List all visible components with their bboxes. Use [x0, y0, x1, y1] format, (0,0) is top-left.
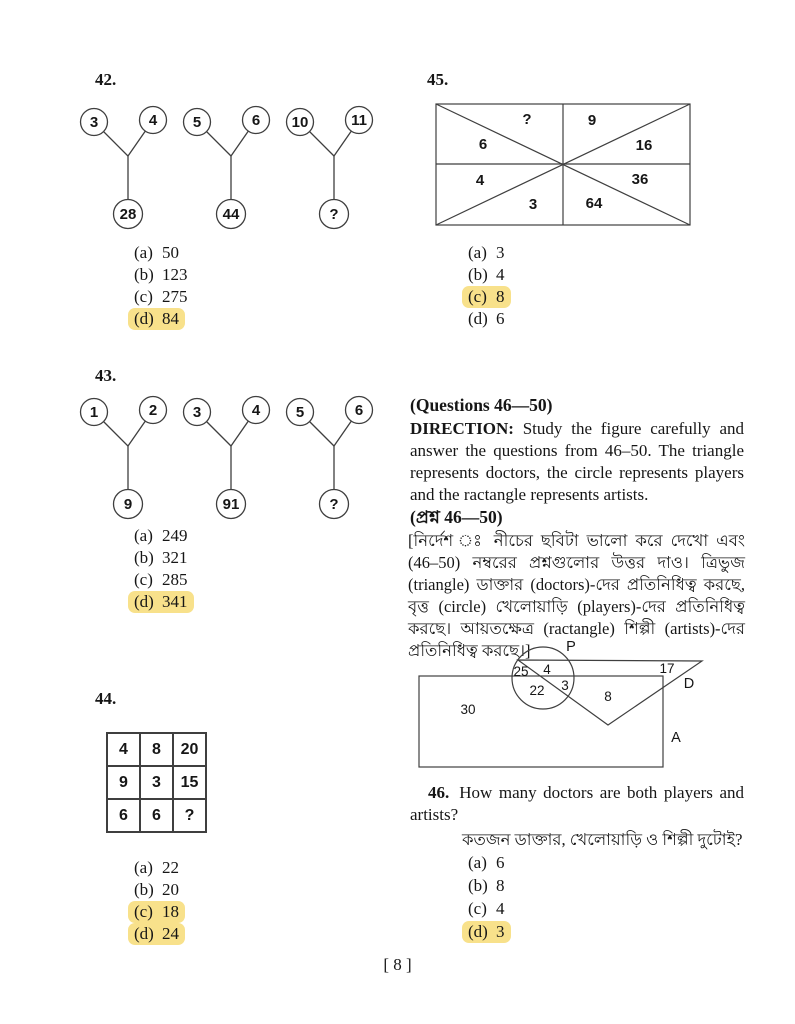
grid-cell: ?: [173, 799, 206, 832]
question-43-options: [128, 525, 194, 613]
question-42-number: 42.: [95, 70, 117, 89]
grid-cell: 3: [140, 766, 173, 799]
option-label: (d): [134, 592, 154, 611]
option-value: 341: [162, 592, 188, 611]
option-row: [462, 874, 511, 897]
option-row: [462, 920, 511, 943]
option-row: [128, 923, 185, 945]
option-label: (c): [468, 287, 487, 306]
question-43-figure: [75, 390, 380, 522]
question-43-number: 43.: [95, 366, 117, 385]
question-44-number: 44.: [95, 689, 117, 708]
node-value: 28: [119, 206, 137, 223]
option-label: (b): [468, 265, 488, 284]
cell-value: 6: [478, 136, 488, 153]
option-row: [462, 286, 511, 308]
option-label: (a): [468, 243, 487, 262]
node-value: ?: [329, 496, 339, 513]
node-value: 6: [354, 402, 364, 419]
option-value: 24: [162, 924, 179, 943]
option-row: [128, 879, 185, 901]
grid-cell: 4: [107, 733, 140, 766]
option-label: (b): [134, 548, 154, 567]
question-45-figure: [435, 103, 691, 226]
node-value: 5: [295, 404, 305, 421]
direction-text: Study the figure carefully and answer the questions from 46–50. The triangle represents doctors, the circle represents players and the ractangle represents artists.: [410, 419, 744, 504]
option-row: [128, 308, 194, 330]
option-label: (a): [134, 858, 153, 877]
node-value: ?: [329, 206, 339, 223]
node-value: 9: [123, 496, 133, 513]
question-44-grid: [106, 732, 207, 833]
option-value: 8: [496, 875, 505, 895]
option-label: (c): [134, 902, 153, 921]
option-row: [128, 242, 194, 264]
grid-cell: 8: [140, 733, 173, 766]
region-value: 3: [561, 678, 569, 693]
cell-value: ?: [522, 111, 532, 128]
option-row: [128, 264, 194, 286]
node-value: 4: [251, 402, 261, 419]
direction-paragraph-bengali: [নির্দেশ ঃ নীচের ছবিটা ভালো করে দেখো এবং (46–50) নম্বরের প্রশ্নগুলোর উত্তর দাও। ত্রিভুজ (triangle) ডাক্তার (doctors)-দের প্রতিনিধিত্ব করছে, বৃত্ত (circle) খেলোয়াড়ি (players)-দের প্রতিনিধিত্ব করছে। আয়তক্ষেত্র (ractangle) শিল্পী (artists)-দের প্রতিনিধিত্ব করছে।]: [408, 531, 745, 660]
option-value: 285: [162, 570, 188, 589]
option-value: 18: [162, 902, 179, 921]
option-label: (a): [468, 852, 487, 872]
node-value: 5: [192, 114, 202, 131]
option-row: [128, 901, 185, 923]
direction-paragraph: [410, 418, 744, 506]
option-label: (b): [134, 880, 154, 899]
option-value: 3: [496, 243, 505, 262]
triangle-label: D: [683, 676, 695, 692]
node-value: 1: [89, 404, 99, 421]
cell-value: 4: [475, 172, 485, 189]
region-value: 30: [460, 702, 476, 717]
option-label: (a): [134, 526, 153, 545]
node-value: 10: [291, 114, 309, 131]
option-row: [462, 242, 511, 264]
option-label: (c): [134, 570, 153, 589]
question-46-number: 46.: [428, 783, 450, 802]
node-value: 44: [222, 206, 240, 223]
option-value: 4: [496, 265, 505, 284]
option-row: [462, 264, 511, 286]
option-value: 20: [162, 880, 179, 899]
node-value: 4: [148, 112, 158, 129]
questions-46-50-heading-bengali: (প্রশ্ন 46—50): [410, 507, 503, 527]
grid-cell: 20: [173, 733, 206, 766]
circle-label: P: [566, 639, 576, 655]
question-45-number: 45.: [427, 70, 449, 89]
question-46-bengali: কতজন ডাক্তার, খেলোয়াড়ি ও শিল্পী দুটোই?: [462, 830, 743, 849]
grid-cell: 6: [107, 799, 140, 832]
option-label: (c): [134, 287, 153, 306]
option-row: [128, 547, 194, 569]
question-44-options: [128, 857, 185, 945]
node-value: 6: [251, 112, 261, 129]
option-label: (a): [134, 243, 153, 262]
question-45-options: [462, 242, 511, 330]
rectangle-label: A: [671, 730, 681, 746]
cell-value: 64: [585, 195, 603, 212]
option-value: 321: [162, 548, 188, 567]
cell-value: 16: [635, 137, 653, 154]
option-label: (d): [468, 921, 488, 941]
cell-value: 9: [587, 112, 597, 129]
option-value: 50: [162, 243, 179, 262]
question-42-options: [128, 242, 194, 330]
option-row: [128, 857, 185, 879]
questions-46-50-heading: (Questions 46—50): [410, 395, 553, 415]
cell-value: 3: [528, 196, 538, 213]
option-label: (c): [468, 898, 487, 918]
question-46-english: How many doctors are both players and artists?: [410, 783, 744, 824]
question-46-text: [410, 782, 744, 826]
question-42-figure: [75, 100, 380, 232]
cell-value: 36: [631, 171, 649, 188]
node-value: 91: [222, 496, 240, 513]
question-46-options: [462, 851, 511, 943]
option-label: (b): [134, 265, 154, 284]
option-value: 22: [162, 858, 179, 877]
region-value: 25: [513, 664, 529, 679]
option-value: 6: [496, 309, 505, 328]
region-value: 4: [543, 662, 551, 677]
node-value: 2: [148, 402, 158, 419]
option-value: 123: [162, 265, 188, 284]
region-value: 8: [604, 689, 612, 704]
option-row: [462, 897, 511, 920]
node-value: 3: [89, 114, 99, 131]
option-label: (d): [134, 924, 154, 943]
option-value: 249: [162, 526, 188, 545]
venn-figure: [405, 635, 750, 780]
grid-cell: 9: [107, 766, 140, 799]
region-value: 22: [529, 683, 545, 698]
grid-cell: 15: [173, 766, 206, 799]
option-row: [128, 286, 194, 308]
option-value: 3: [496, 921, 505, 941]
option-value: 8: [496, 287, 505, 306]
option-row: [128, 591, 194, 613]
option-value: 6: [496, 852, 505, 872]
option-label: (d): [468, 309, 488, 328]
option-value: 4: [496, 898, 505, 918]
direction-label: DIRECTION:: [410, 419, 514, 438]
option-row: [462, 851, 511, 874]
option-row: [462, 308, 511, 330]
option-row: [128, 525, 194, 547]
region-value: 17: [659, 661, 675, 676]
option-row: [128, 569, 194, 591]
grid-cell: 6: [140, 799, 173, 832]
option-label: (b): [468, 875, 488, 895]
option-value: 84: [162, 309, 179, 328]
node-value: 11: [351, 112, 367, 129]
node-value: 3: [192, 404, 202, 421]
option-label: (d): [134, 309, 154, 328]
page-number: [ 8 ]: [383, 955, 412, 974]
option-value: 275: [162, 287, 188, 306]
